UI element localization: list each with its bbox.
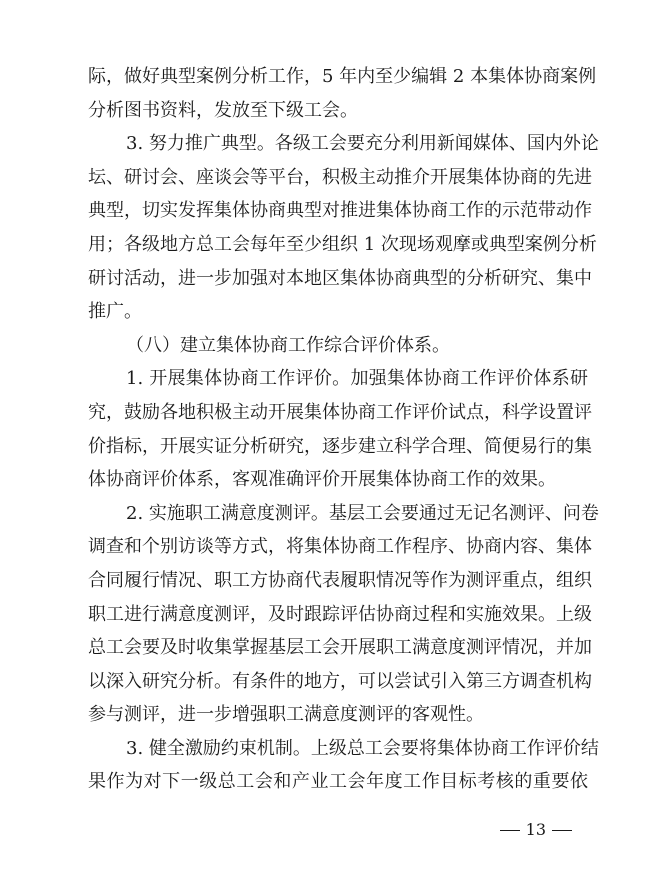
body-text (88, 60, 599, 799)
text-line: 推广。 (88, 301, 142, 323)
text-line: 参与测评，进一步增强职工满意度测评的客观性。 (88, 704, 484, 726)
section-heading: （八）建立集体协商工作综合评价体系。 (126, 334, 450, 356)
text-line: 坛、研讨会、座谈会等平台，积极主动推介开展集体协商的先进 (88, 166, 592, 188)
text-line: 分析图书资料，发放至下级工会。 (88, 99, 358, 121)
page-number (494, 818, 578, 842)
text-line: 以深入研究分析。有条件的地方，可以尝试引入第三方调查机构 (88, 670, 592, 692)
text-line: 典型，切实发挥集体协商典型对推进集体协商工作的示范带动作 (88, 200, 592, 222)
text-line: 研讨活动，进一步加强对本地区集体协商典型的分析研究、集中 (88, 267, 592, 289)
text-line: 用；各级地方总工会每年至少组织 1 次现场观摩或典型案例分析 (88, 233, 597, 255)
text-line: 际，做好典型案例分析工作，5 年内至少编辑 2 本集体协商案例 (88, 66, 597, 87)
dash-left (500, 830, 520, 831)
text-line: 价指标，开展实证分析研究，逐步建立科学合理、简便易行的集 (88, 435, 592, 457)
page-number-value: 13 (525, 820, 546, 839)
text-line: 1. 开展集体协商工作评价。加强集体协商工作评价体系研 (126, 368, 588, 390)
dash-right (552, 830, 572, 831)
text-line: 调查和个别访谈等方式，将集体协商工作程序、协商内容、集体 (88, 536, 592, 558)
text-line: 3. 健全激励约束机制。上级总工会要将集体协商工作评价结 (126, 737, 599, 759)
text-line: 果作为对下一级总工会和产业工会年度工作目标考核的重要依 (88, 771, 588, 793)
text-line: 体协商评价体系，客观准确评价开展集体协商工作的效果。 (88, 469, 556, 491)
text-line: 3. 努力推广典型。各级工会要充分利用新闻媒体、国内外论 (126, 133, 599, 155)
text-line: 职工进行满意度测评，及时跟踪评估协商过程和实施效果。上级 (88, 603, 592, 625)
text-line: 合同履行情况、职工方协商代表履职情况等作为测评重点，组织 (88, 569, 592, 591)
text-line: 2. 实施职工满意度测评。基层工会要通过无记名测评、问卷 (126, 502, 599, 524)
text-line: 总工会要及时收集掌握基层工会开展职工满意度测评情况，并加 (88, 637, 592, 659)
text-line: 究，鼓励各地积极主动开展集体协商工作评价试点，科学设置评 (88, 401, 592, 423)
